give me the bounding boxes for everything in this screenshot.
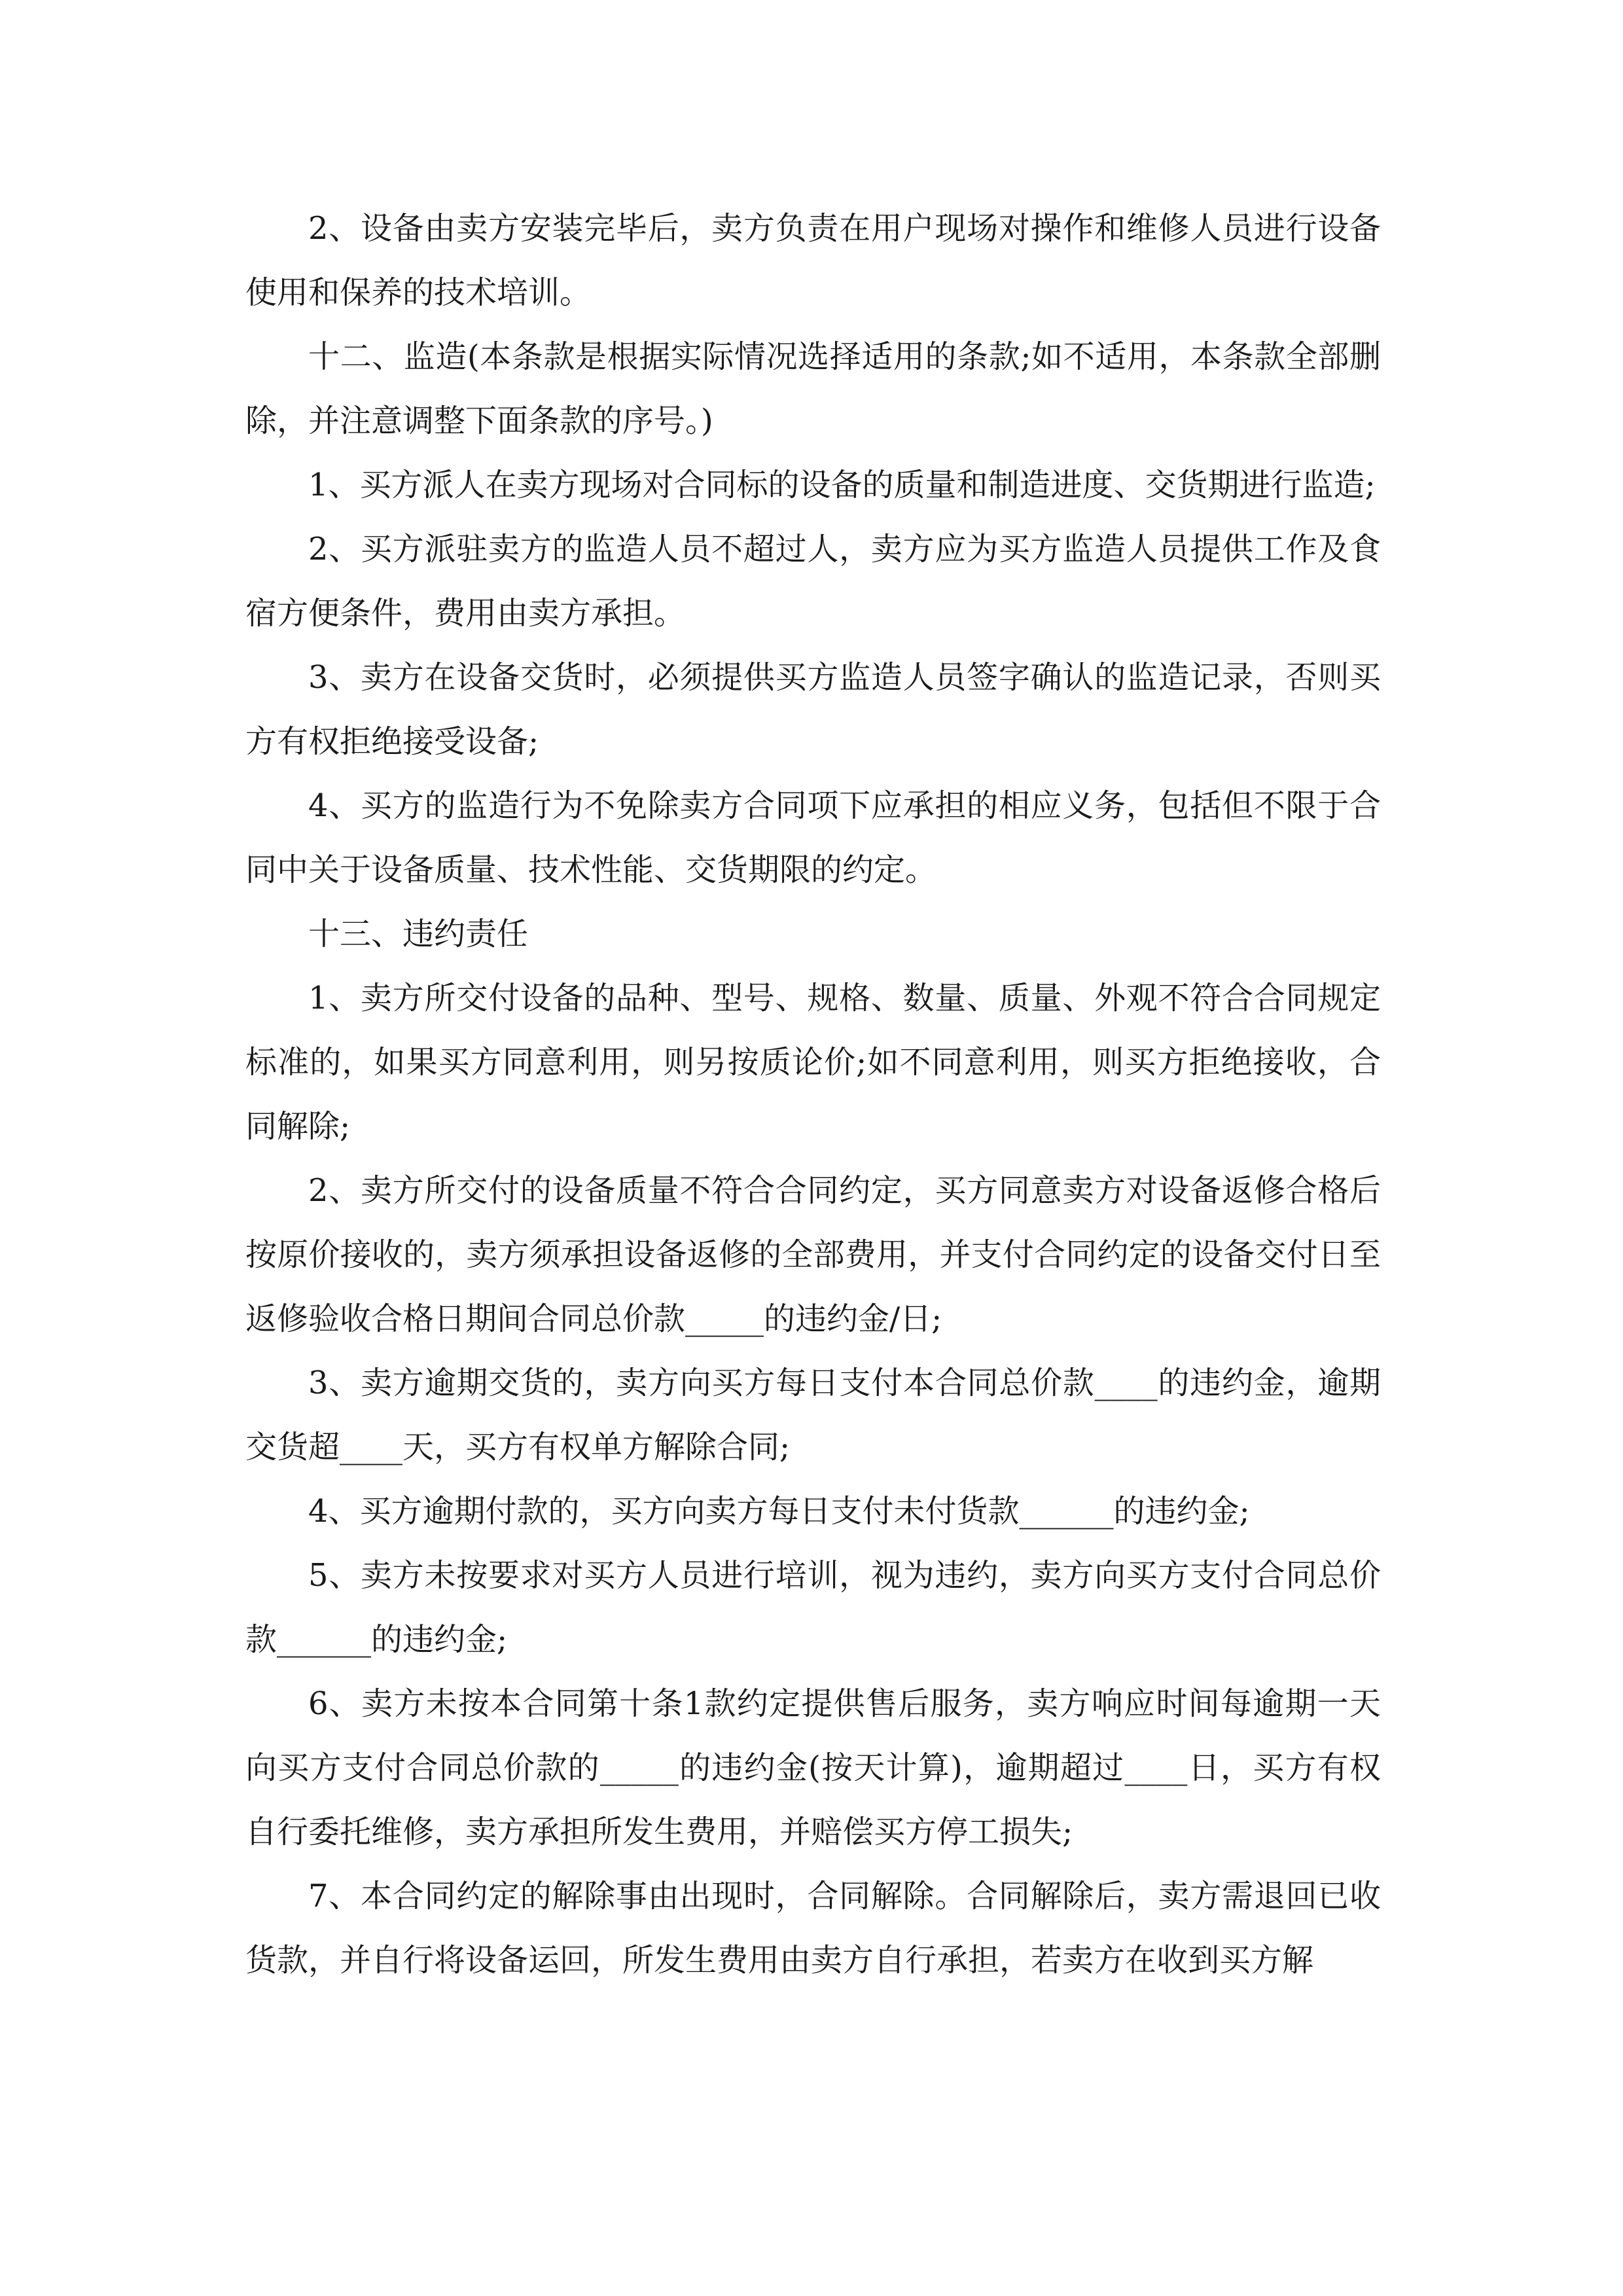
paragraph-liability-6: 6、卖方未按本合同第十条1款约定提供售后服务，卖方响应时间每逾期一天向买方支付合同总价款的_____的违约金(按天计算)，逾期超过____日，买方有权自行委托维修，卖方承担所发生费用，并赔偿买方停工损失; (245, 1685, 1381, 1850)
paragraph-training: 2、设备由卖方安装完毕后，卖方负责在用户现场对操作和维修人员进行设备使用和保养的技术培训。 (245, 210, 1381, 311)
paragraph-liability-4: 4、买方逾期付款的，买方向卖方每日支付未付货款______的违约金; (308, 1493, 1250, 1530)
document-body (245, 196, 1381, 1992)
section-heading-supervision: 十二、监造(本条款是根据实际情况选择适用的条款;如不适用，本条款全部删除，并注意调整下面条款的序号。) (245, 338, 1381, 439)
paragraph-supervision-1: 1、买方派人在卖方现场对合同标的设备的质量和制造进度、交货期进行监造; (308, 467, 1376, 503)
paragraph-liability-1: 1、卖方所交付设备的品种、型号、规格、数量、质量、外观不符合合同规定标准的，如果买方同意利用，则另按质论价;如不同意利用，则买方拒绝接收，合同解除; (245, 980, 1381, 1145)
section-heading-liability: 十三、违约责任 (308, 916, 529, 952)
paragraph-supervision-4: 4、买方的监造行为不免除卖方合同项下应承担的相应义务，包括但不限于合同中关于设备质量、技术性能、交货期限的约定。 (245, 787, 1381, 888)
paragraph-liability-2: 2、卖方所交付的设备质量不符合合同约定，买方同意卖方对设备返修合格后按原价接收的，卖方须承担设备返修的全部费用，并支付合同约定的设备交付日至返修验收合格日期间合同总价款_____的违约金/日; (245, 1172, 1381, 1337)
paragraph-liability-7: 7、本合同约定的解除事由出现时，合同解除。合同解除后，卖方需退回已收货款，并自行将设备运回，所发生费用由卖方自行承担，若卖方在收到买方解 (245, 1878, 1381, 1979)
paragraph-liability-3: 3、卖方逾期交货的，卖方向买方每日支付本合同总价款____的违约金，逾期交货超____天，买方有权单方解除合同; (245, 1365, 1381, 1465)
paragraph-liability-5: 5、卖方未按要求对买方人员进行培训，视为违约，卖方向买方支付合同总价款______的违约金; (245, 1557, 1381, 1658)
paragraph-supervision-3: 3、卖方在设备交货时，必须提供买方监造人员签字确认的监造记录，否则买方有权拒绝接受设备; (245, 659, 1381, 760)
paragraph-supervision-2: 2、买方派驻卖方的监造人员不超过人，卖方应为买方监造人员提供工作及食宿方便条件，费用由卖方承担。 (245, 531, 1381, 632)
